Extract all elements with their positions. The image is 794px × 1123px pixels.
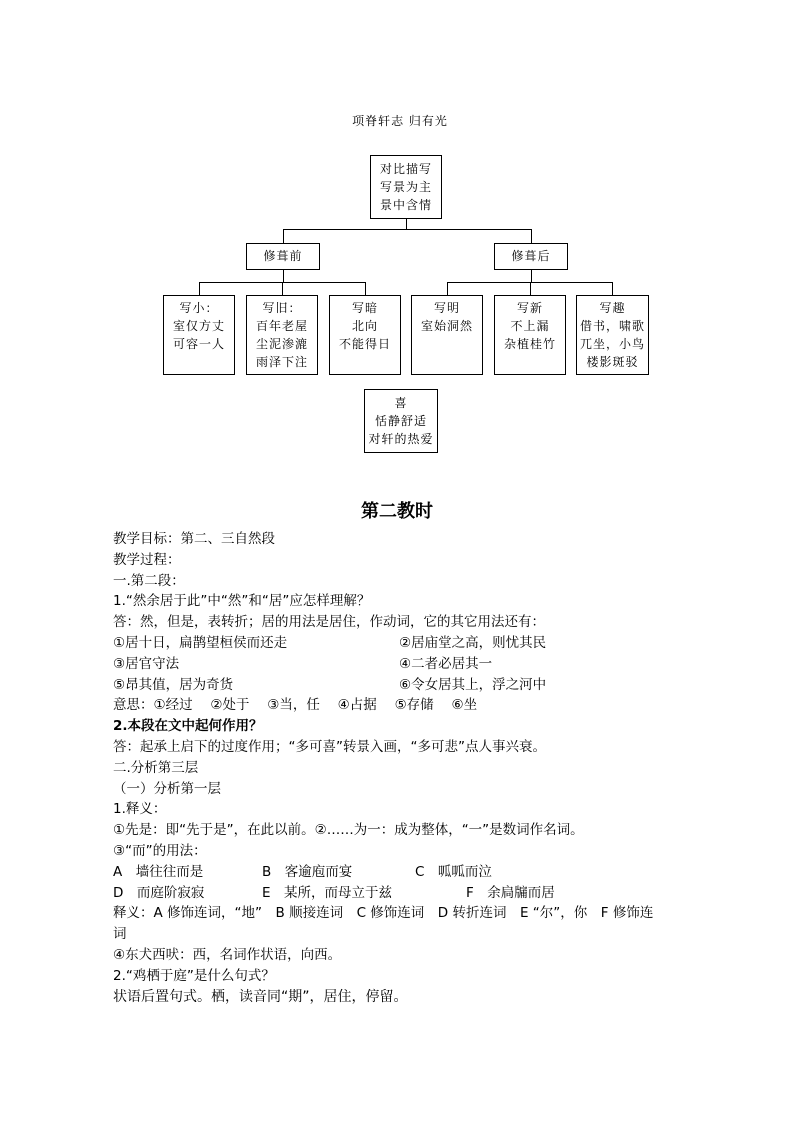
diagram-title: 项脊轩志 归有光 — [352, 114, 448, 128]
branch-after-box — [494, 243, 568, 270]
text-line: 教学目标：第二、三自然段 — [113, 531, 275, 547]
option-item: F 余扃牖而居 — [466, 884, 555, 901]
connector — [447, 282, 448, 295]
option-item: D 而庭阶寂寂 — [113, 884, 205, 901]
leaf-line: 借书，啸歌 — [579, 319, 645, 333]
leaf-line: 写旧： — [262, 301, 302, 315]
connector — [531, 270, 532, 282]
text-line: 答：起承上启下的过度作用；“多可喜”转景入画，“多可悲”点人事兴衰。 — [113, 738, 546, 755]
leaf-line: 可容一人 — [172, 337, 225, 351]
summary-box — [364, 389, 438, 453]
leaf-line: 写明 — [433, 301, 460, 315]
branch-before-box — [246, 243, 320, 270]
branch-label: 修葺前 — [263, 249, 303, 263]
connector — [530, 282, 531, 295]
text-line: ③“而”的用法： — [113, 842, 207, 859]
text-line: （一）分析第一层 — [113, 780, 221, 797]
option-item: A 墙往往而是 — [113, 863, 204, 880]
leaf-line: 不上漏 — [510, 319, 550, 333]
leaf-line: 写新 — [516, 301, 543, 315]
text-line: 2.本段在文中起何作用？ — [113, 718, 263, 735]
leaf-box — [163, 295, 235, 375]
leaf-box — [576, 295, 649, 375]
root-box — [370, 155, 442, 219]
leaf-line: 写暗 — [351, 301, 378, 315]
root-line: 对比描写 — [379, 162, 432, 176]
leaf-line: 兀坐，小鸟 — [579, 337, 645, 351]
leaf-line: 室始洞然 — [420, 319, 473, 333]
leaf-line: 百年老屋 — [255, 319, 308, 333]
root-line: 景中含情 — [379, 198, 432, 212]
leaf-line: 雨泽下注 — [255, 355, 308, 369]
usage-item: ③居官守法 — [113, 655, 180, 672]
text-line: 1.释义： — [113, 801, 167, 818]
connector — [283, 229, 531, 230]
connector — [365, 282, 366, 295]
text-line: 1.“然余居于此”中“然”和“居”应怎样理解？ — [113, 593, 371, 610]
option-row — [113, 883, 693, 904]
text-line: 释义：A 修饰连词，“地” B 顺接连词 C 修饰连词 D 转折连词 E “尔”，你 F 修饰连 — [113, 905, 654, 922]
connector — [531, 229, 532, 243]
usage-item: ⑥令女居其上，浮之河中 — [399, 676, 547, 693]
usage-item: ④二者必居其一 — [399, 655, 493, 672]
connector — [283, 229, 284, 243]
summary-line: 对轩的热爱 — [368, 432, 434, 446]
usage-row — [113, 654, 693, 675]
root-line: 写景为主 — [379, 180, 432, 194]
text-line: 词 — [113, 926, 127, 943]
connector — [199, 282, 200, 295]
summary-line: 喜 — [394, 396, 408, 410]
usage-item: ⑤昂其值，居为奇货 — [113, 676, 234, 693]
option-item: C 呱呱而泣 — [415, 863, 492, 880]
text-line: 二.分析第三层 — [113, 759, 199, 776]
text-line: ④东犬西吠：西，名词作状语，向西。 — [113, 946, 342, 963]
leaf-line: 杂植桂竹 — [503, 337, 556, 351]
section-heading: 第二教时 — [361, 501, 433, 522]
leaf-line: 不能得日 — [338, 337, 391, 351]
option-row — [113, 862, 693, 883]
text-line: 2.“鸡栖于庭”是什么句式？ — [113, 967, 275, 984]
leaf-line: 楼影斑驳 — [586, 355, 639, 369]
usage-row — [113, 633, 693, 654]
usage-item: ②居庙堂之高，则忧其民 — [399, 634, 547, 651]
text-line: 答：然，但是，表转折；居的用法是居住，作动词，它的其它用法还有： — [113, 614, 545, 631]
text-line: 一.第二段： — [113, 572, 185, 589]
text-line: 状语后置句式。栖，读音同“期”，居住，停留。 — [113, 988, 408, 1005]
leaf-box — [329, 295, 401, 375]
leaf-line: 尘泥渗漉 — [255, 337, 308, 351]
leaf-box — [494, 295, 566, 375]
connector — [282, 282, 283, 295]
connector — [283, 270, 284, 282]
lesson-body — [113, 529, 693, 1007]
leaf-box — [411, 295, 483, 375]
leaf-line: 写小： — [179, 301, 219, 315]
connector — [612, 282, 613, 295]
connector — [406, 219, 407, 229]
text-line: 意思：①经过 ②处于 ③当，任 ④占据 ⑤存储 ⑥坐 — [113, 697, 478, 714]
usage-item: ①居十日，扁鹊望桓侯而还走 — [113, 634, 288, 651]
leaf-line: 室仅方丈 — [172, 319, 225, 333]
leaf-line: 北向 — [351, 319, 378, 333]
text-line: ①先是：即“先于是”，在此以前。②……为一：成为整体，“一”是数词作名词。 — [113, 822, 584, 839]
leaf-box — [246, 295, 318, 375]
branch-label: 修葺后 — [511, 249, 551, 263]
summary-line: 恬静舒适 — [374, 414, 427, 428]
leaf-line: 写趣 — [599, 301, 626, 315]
usage-row — [113, 675, 693, 696]
option-item: B 客逾庖而宴 — [262, 863, 353, 880]
text-line: 教学过程： — [113, 551, 181, 568]
option-item: E 某所，而母立于兹 — [262, 884, 393, 901]
